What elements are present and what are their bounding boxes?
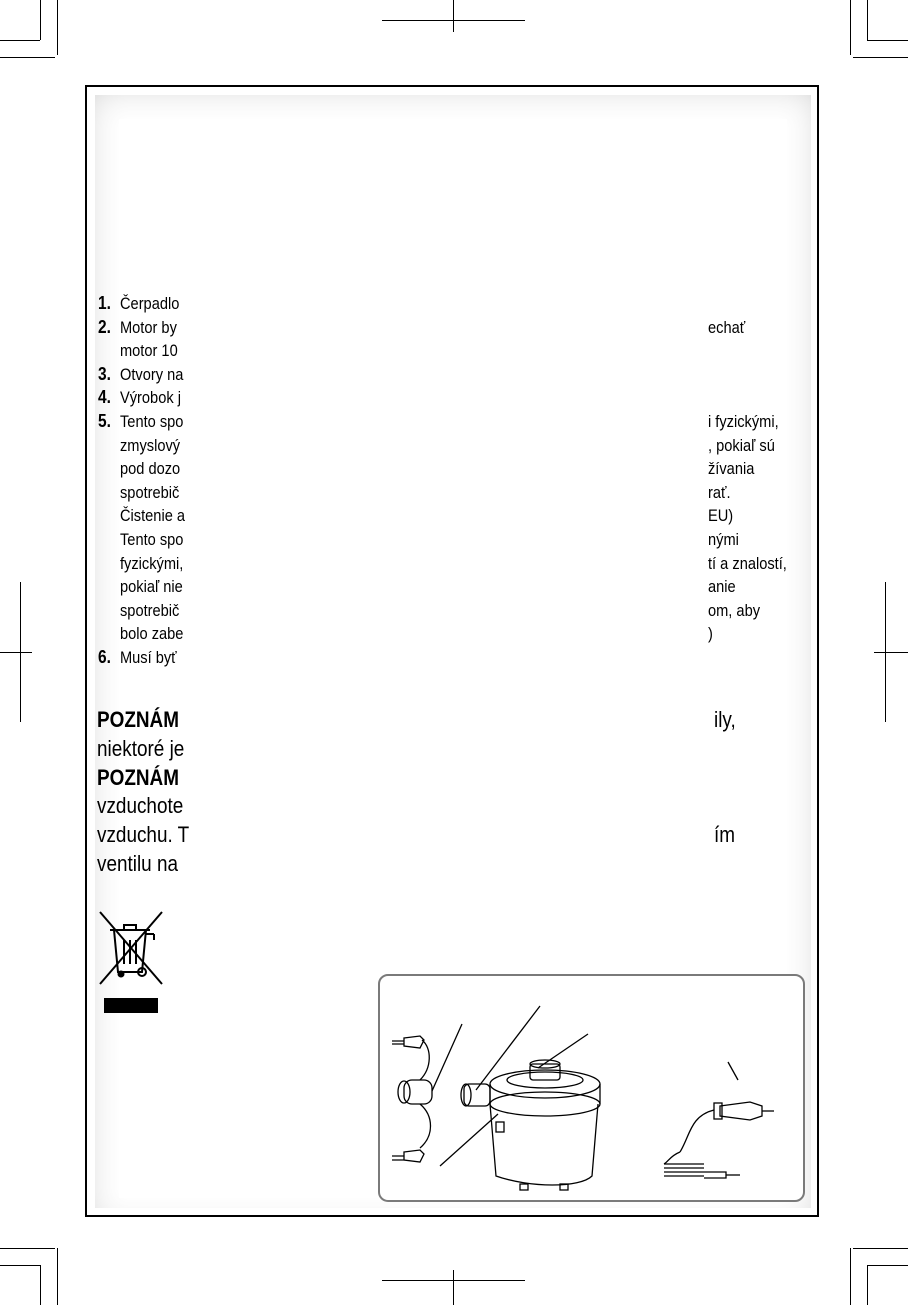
- crop-mark: [874, 652, 908, 653]
- note-text-right: ily,: [714, 707, 736, 732]
- crop-mark: [453, 1270, 454, 1305]
- item-text-right: anie: [708, 577, 736, 597]
- crop-mark: [853, 57, 908, 58]
- item-text-left: motor 10: [120, 341, 178, 361]
- note-text-left: vzduchu. T: [97, 822, 190, 848]
- item-number: 4.: [98, 387, 111, 408]
- item-text-right: nými: [708, 530, 739, 549]
- crop-mark: [853, 1248, 908, 1249]
- crop-mark: [867, 1265, 908, 1266]
- note-text-left: vzduchote: [97, 793, 184, 819]
- crop-mark: [0, 40, 40, 41]
- item-text-left: bolo zabe: [120, 624, 184, 644]
- item-text-left: Motor by: [120, 317, 177, 337]
- crop-mark: [850, 0, 851, 55]
- crop-mark: [850, 1248, 851, 1305]
- item-text-right: žívania: [708, 459, 755, 479]
- crop-mark: [0, 1265, 40, 1266]
- crop-mark: [40, 0, 41, 40]
- weee-recycle-icon: [98, 910, 164, 1016]
- note-text-left: POZNÁM: [97, 707, 179, 732]
- crop-mark: [867, 1265, 868, 1305]
- item-text-left: Musí byť: [120, 648, 177, 667]
- item-number: 3.: [98, 363, 111, 384]
- crop-mark: [453, 0, 454, 32]
- crop-mark: [40, 1265, 41, 1305]
- crop-mark: [0, 1248, 55, 1249]
- note-text-right: ím: [714, 822, 736, 848]
- item-text-right: tí a znalostí,: [708, 553, 787, 573]
- item-text-left: spotrebič: [120, 600, 180, 620]
- item-text-left: fyzickými,: [120, 553, 184, 573]
- crop-mark: [57, 1248, 58, 1305]
- item-text-left: spotrebič: [120, 482, 180, 502]
- air-pump-illustration: [380, 976, 803, 1200]
- item-number: 5.: [98, 411, 111, 431]
- item-text-left: Výrobok j: [120, 388, 181, 408]
- product-figure: [378, 974, 805, 1202]
- item-number: 1.: [98, 293, 111, 313]
- item-text-left: pokiaľ nie: [120, 577, 183, 597]
- note-text-left: POZNÁM: [97, 764, 179, 790]
- note-text-left: ventilu na: [97, 851, 179, 876]
- item-text-left: Čistenie a: [120, 506, 186, 526]
- crop-mark: [0, 57, 55, 58]
- item-text-right: EU): [708, 506, 734, 526]
- item-text-right: om, aby: [708, 600, 761, 620]
- crop-mark: [0, 652, 32, 653]
- item-text-right: echať: [708, 317, 746, 337]
- item-number: 6.: [98, 647, 111, 667]
- crop-mark: [867, 40, 908, 41]
- item-text-left: Tento spo: [120, 530, 184, 549]
- item-text-left: Čerpadlo: [120, 294, 180, 313]
- item-text-left: zmyslový: [120, 435, 181, 455]
- item-number: 2.: [98, 316, 111, 337]
- crop-mark: [57, 0, 58, 55]
- item-text-right: ): [708, 624, 713, 644]
- item-text-left: pod dozo: [120, 459, 181, 479]
- item-text-right: , pokiaľ sú: [708, 435, 775, 455]
- note-text-left: niektoré je: [97, 735, 185, 761]
- item-text-right: rať.: [708, 482, 731, 502]
- item-text-right: i fyzickými,: [708, 412, 779, 431]
- item-text-left: Tento spo: [120, 412, 184, 431]
- crop-mark: [867, 0, 868, 40]
- item-text-left: Otvory na: [120, 364, 184, 384]
